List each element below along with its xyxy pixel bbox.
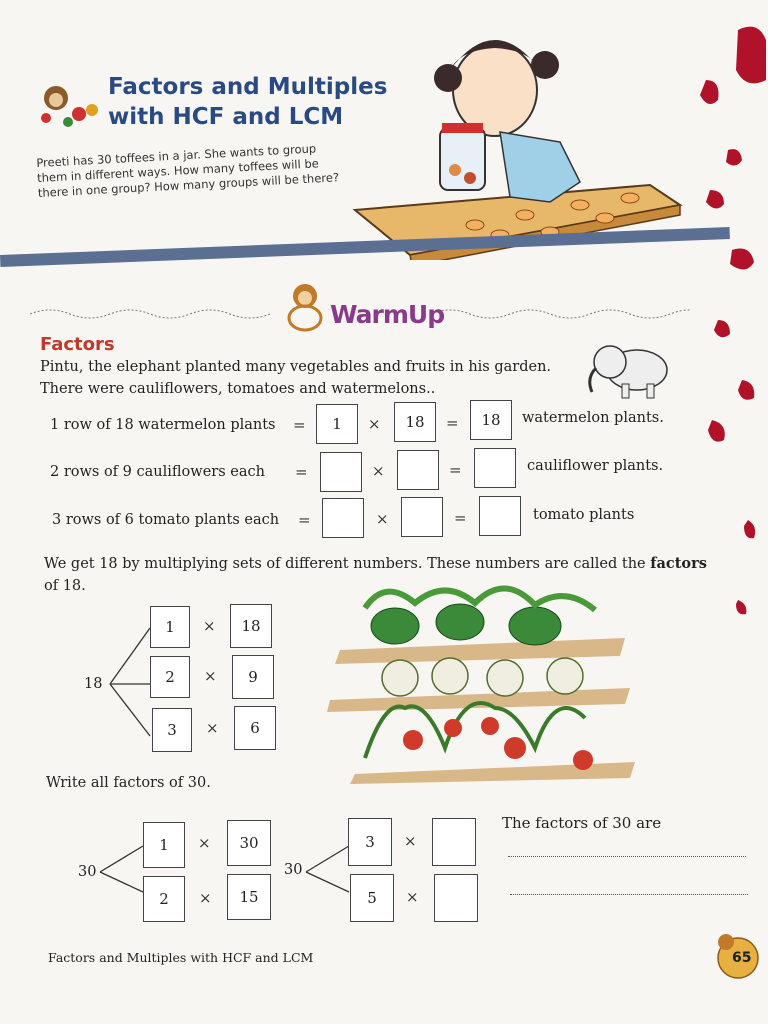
row1-times: ×	[368, 415, 381, 433]
tree30b-pair1-a[interactable]: 3	[348, 818, 392, 866]
tree18-pair1-times: ×	[203, 617, 216, 635]
tree18-root: 18	[84, 676, 103, 692]
vegetable-garden-illustration	[325, 578, 645, 784]
row1-equals2: =	[446, 414, 459, 432]
answer-line-2[interactable]	[510, 894, 748, 895]
tree30a-arrows	[98, 840, 148, 900]
answer-line-1[interactable]	[508, 856, 746, 857]
red-blot	[736, 27, 766, 84]
tree30a-pair1-a[interactable]: 1	[143, 822, 185, 868]
row2-box-b[interactable]	[397, 450, 439, 490]
row3-box-result[interactable]	[479, 496, 521, 536]
tree30a-pair1-b[interactable]: 30	[227, 820, 271, 866]
cauliflower-row	[382, 658, 583, 696]
tree30b-root: 30	[284, 862, 303, 878]
tree18-pair3-a[interactable]: 3	[152, 708, 192, 752]
factors30-label: The factors of 30 are	[502, 814, 662, 832]
red-blot	[726, 149, 742, 165]
row3-label: 3 rows of 6 tomato plants each	[52, 512, 280, 528]
factors-heading: Factors	[40, 334, 115, 355]
row2-times: ×	[372, 462, 385, 480]
tree18-pair2-b[interactable]: 9	[232, 655, 274, 699]
row2-label: 2 rows of 9 cauliflowers each	[50, 464, 265, 480]
tree30b-pair2-b[interactable]	[434, 874, 478, 922]
tree18-pair3-times: ×	[206, 719, 219, 737]
title-line-2: with HCF and LCM	[108, 104, 344, 130]
tree18-pair3-b[interactable]: 6	[234, 706, 276, 750]
row1-label: 1 row of 18 watermelon plants	[50, 417, 276, 433]
row3-box-a[interactable]	[322, 498, 364, 538]
tree18-pair2-a[interactable]: 2	[150, 656, 190, 698]
row1-box-a[interactable]: 1	[316, 404, 358, 444]
row1-suffix: watermelon plants.	[522, 410, 664, 426]
tree30a-root: 30	[78, 864, 97, 880]
row2-suffix: cauliflower plants.	[527, 458, 664, 474]
page-title	[108, 72, 387, 132]
row2-box-result[interactable]	[474, 448, 516, 488]
row2-box-a[interactable]	[320, 452, 362, 492]
monkey-mascot-icon	[282, 278, 328, 334]
row3-equals2: =	[454, 509, 467, 527]
intro-paragraph: Preeti has 30 toffees in a jar. She wants to group them in different ways. How many toffees will be there in one group? How many groups will be there?	[36, 141, 340, 200]
row3-box-b[interactable]	[401, 497, 443, 537]
red-blot	[730, 249, 754, 270]
row1-box-result[interactable]: 18	[470, 400, 512, 440]
tree18-pair1-b[interactable]: 18	[230, 604, 272, 648]
footer-chapter-title: Factors and Multiples with HCF and LCM	[48, 950, 314, 965]
row2-equals2: =	[449, 461, 462, 479]
tree18-pair1-a[interactable]: 1	[150, 606, 190, 648]
page-number: 65	[732, 950, 752, 966]
tree30b-pair2-a[interactable]: 5	[350, 874, 394, 922]
tree18-pair2-times: ×	[204, 667, 217, 685]
red-blot	[708, 420, 725, 442]
story-paragraph: Pintu, the elephant planted many vegetables and fruits in his garden. There were cauliflowers, tomatoes and watermelons..	[40, 359, 552, 397]
tree30b-pair2-times: ×	[406, 888, 419, 906]
girl-with-toffee-jar-illustration	[350, 20, 690, 260]
tree30b-pair1-b[interactable]	[432, 818, 476, 866]
elephant-icon	[582, 334, 678, 400]
row1-equals: =	[293, 416, 306, 434]
red-blot	[706, 190, 724, 209]
row3-equals: =	[298, 511, 311, 529]
explanation-text-end: of 18.	[44, 578, 86, 594]
red-decorative-edge	[698, 0, 768, 1024]
explanation-text: We get 18 by multiplying sets of different numbers. These numbers are called the	[44, 556, 646, 572]
red-blot	[700, 80, 719, 104]
tree30b-pair1-times: ×	[404, 832, 417, 850]
tree30a-pair1-times: ×	[198, 834, 211, 852]
row1-box-b[interactable]: 18	[394, 402, 436, 442]
tomato-row	[365, 703, 593, 770]
row3-suffix: tomato plants	[533, 507, 635, 523]
row3-times: ×	[376, 510, 389, 528]
write-prompt: Write all factors of 30.	[46, 775, 211, 791]
tree30a-pair2-a[interactable]: 2	[143, 876, 185, 922]
tree30a-pair2-b[interactable]: 15	[227, 874, 271, 920]
tree30a-pair2-times: ×	[199, 889, 212, 907]
tree30b-arrows	[304, 840, 354, 900]
row2-equals: =	[295, 463, 308, 481]
red-blot	[714, 320, 730, 337]
monkey-flower-decoration	[34, 78, 104, 133]
red-blot	[736, 600, 746, 614]
warmup-label: WarmUp	[330, 300, 445, 329]
watermelon-row	[365, 588, 595, 645]
factors-bold-term: factors	[650, 555, 707, 572]
red-blot	[738, 380, 754, 400]
red-blot	[744, 520, 755, 538]
title-line-1: Factors and Multiples	[108, 74, 388, 100]
